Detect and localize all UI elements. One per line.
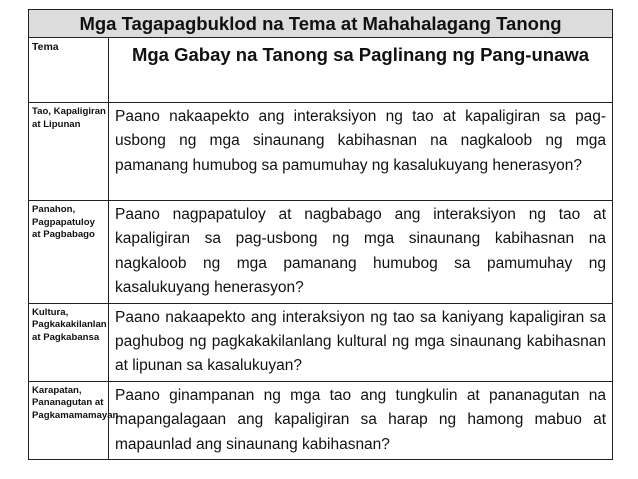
table-row xyxy=(29,303,613,381)
theme-cell: Karapatan, Pananagutan at Pagkamamamayan xyxy=(29,381,109,459)
themes-table xyxy=(28,9,613,460)
column-header-theme: Tema xyxy=(29,38,109,103)
theme-cell: Kultura, Pagkakakilanlan at Pagkabansa xyxy=(29,303,109,381)
table-title: Mga Tagapagbuklod na Tema at Mahahalagang Tanong xyxy=(29,10,613,38)
theme-cell: Tao, Kapaligiran at Lipunan xyxy=(29,103,109,201)
column-header-questions: Mga Gabay na Tanong sa Paglinang ng Pang-unawa xyxy=(109,38,613,103)
theme-cell: Panahon, Pagpapatuloy at Pagbabago xyxy=(29,201,109,304)
table-row xyxy=(29,381,613,459)
question-cell: Paano ginampanan ng mga tao ang tungkulin at pananagutan na mapangalagaan ang kapaligiran sa harap ng hamong mabuo at mapaunlad ang sinaunang kabihasnan? xyxy=(109,381,613,459)
table-row xyxy=(29,103,613,201)
table-row xyxy=(29,201,613,304)
question-cell: Paano nakaapekto ang interaksiyon ng tao at kapaligiran sa pag-usbong ng mga sinaunang kabihasnan na nagkaloob ng mga pamanang humubog sa pamumuhay ng kasalukuyang henerasyon? xyxy=(109,103,613,201)
question-cell: Paano nagpapatuloy at nagbabago ang interaksiyon ng tao at kapaligiran sa pag-usbong ng mga sinaunang kabihasnan na nagkaloob ng mga pamanang humubog sa pamumuhay ng kasalukuyang henerasyon? xyxy=(109,201,613,304)
question-cell: Paano nakaapekto ang interaksiyon ng tao sa kaniyang kapaligiran sa paghubog ng pagkakakilanlang kultural ng mga sinaunang kabihasnan at lipunan sa kasalukuyan? xyxy=(109,303,613,381)
